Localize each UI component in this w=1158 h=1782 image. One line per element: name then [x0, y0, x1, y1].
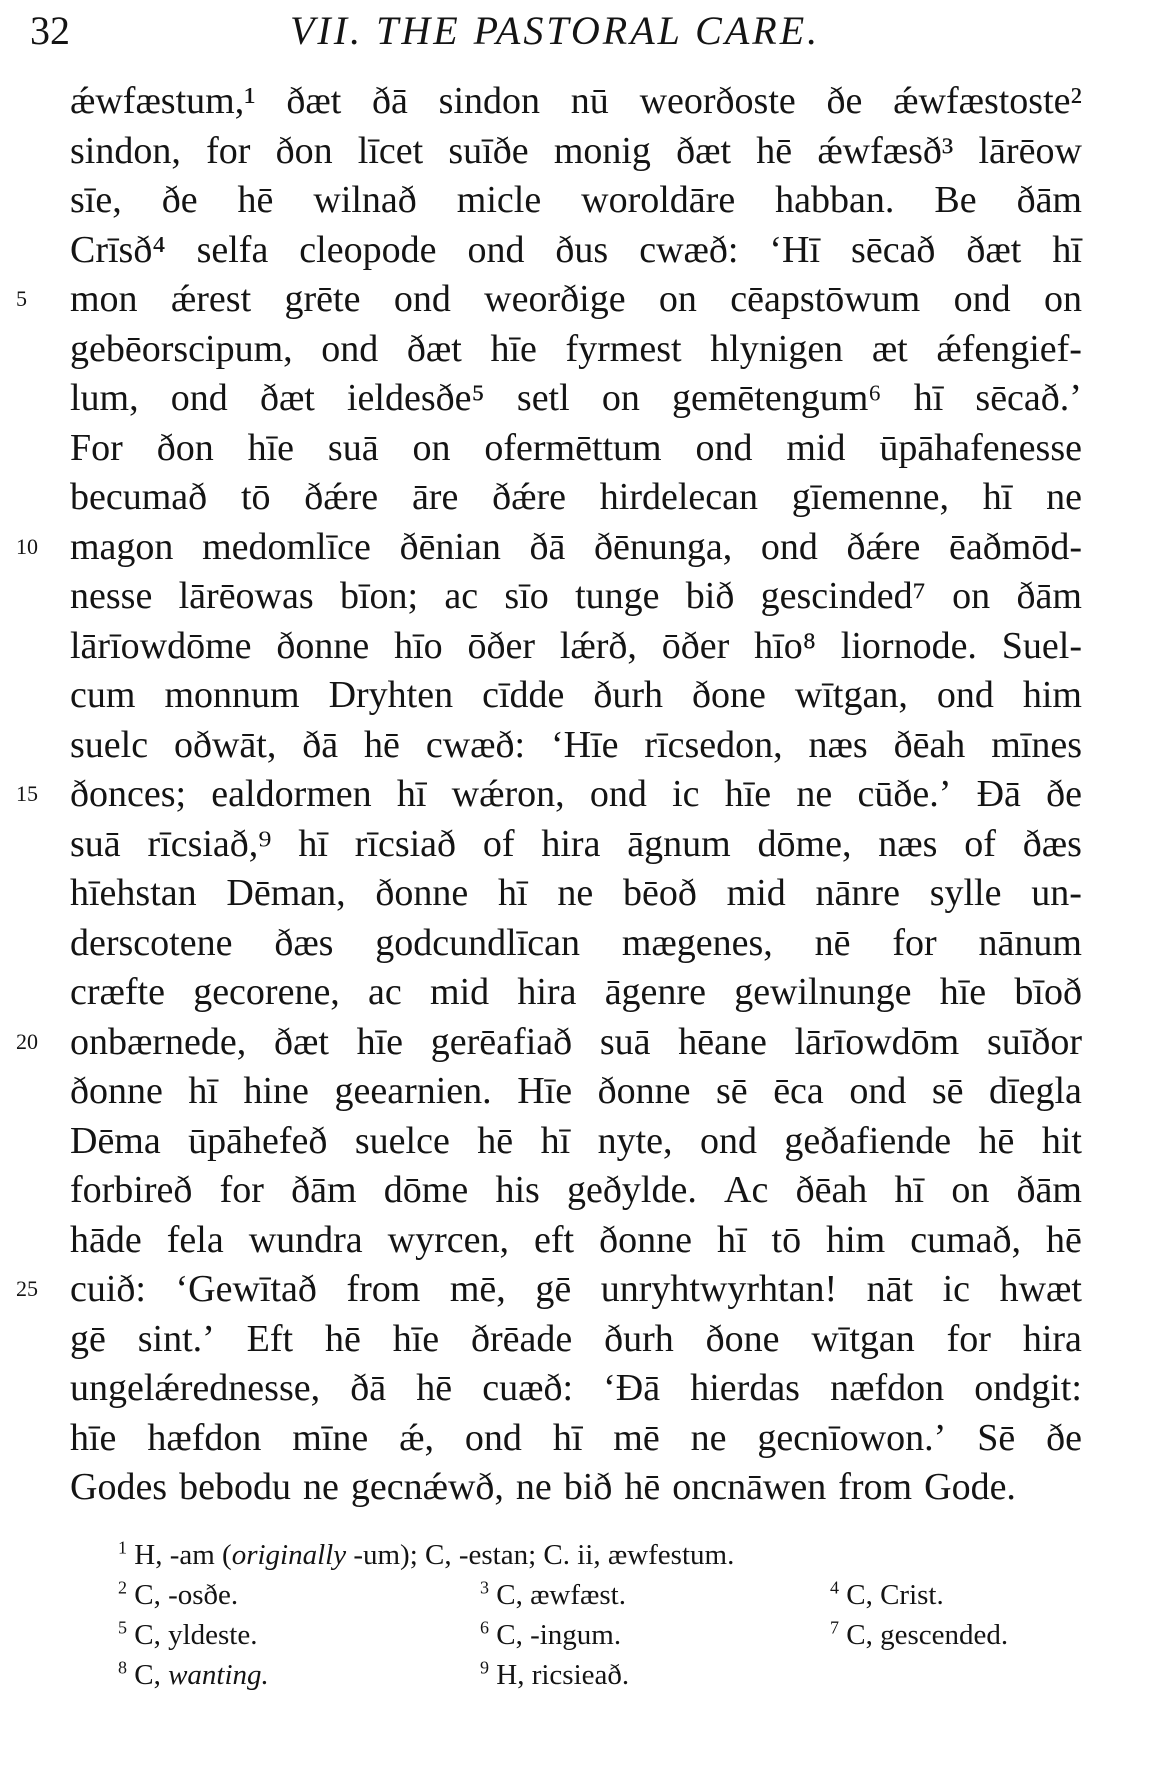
line-text: hāde fela wundra wyrcen, eft ðonne hī tō him cumað, hē — [70, 1219, 1082, 1261]
text-line — [0, 1215, 1158, 1265]
line-number: 10 — [16, 534, 38, 559]
footnote-6: $^6$ C, -ingum. — [480, 1617, 622, 1651]
footnote-8: $^8$ C, wanting. — [118, 1657, 269, 1691]
text-line — [0, 1116, 1158, 1166]
text-line — [0, 967, 1158, 1017]
line-text: ðonne hī hine geearnien. Hīe ðonne sē ēca ond sē dīegla — [70, 1070, 1082, 1112]
text-line — [0, 1066, 1158, 1116]
text-line — [0, 571, 1158, 621]
line-text: onbærnede, ðæt hīe gerēafiað suā hēane lārīowdōm suīðor — [70, 1021, 1082, 1063]
text-line — [0, 373, 1158, 423]
text-line — [0, 1413, 1158, 1463]
text-line — [0, 769, 1158, 819]
text-line — [0, 522, 1158, 572]
line-text: forbireð for ðām dōme his geðylde. Ac ðēah hī on ðām — [70, 1169, 1082, 1211]
line-text: suā rīcsiað,⁹ hī rīcsiað of hira āgnum dōme, næs of ðæs — [70, 823, 1082, 865]
text-line — [0, 1314, 1158, 1364]
text-line — [0, 423, 1158, 473]
footnote-7: $^7$ C, gescended. — [830, 1617, 1009, 1651]
line-text: becumað tō ðǽre āre ðǽre hirdelecan gīemenne, hī ne — [70, 476, 1082, 518]
text-line — [0, 76, 1158, 126]
line-text: derscotene ðæs godcundlīcan mægenes, nē for nānum — [70, 922, 1082, 964]
line-text: sindon, for ðon līcet suīðe monig ðæt hē ǽwfæsð³ lārēow — [70, 130, 1082, 172]
text-line — [0, 819, 1158, 869]
text-line — [0, 126, 1158, 176]
footnote-9: $^9$ H, ricsieað. — [480, 1657, 630, 1691]
line-text: cræfte gecorene, ac mid hira āgenre gewilnunge hīe bīoð — [70, 971, 1082, 1013]
line-text: nesse lārēowas bīon; ac sīo tunge bið gescinded⁷ on ðām — [70, 575, 1082, 617]
line-text: gē sint.’ Eft hē hīe ðrēade ðurh ðone wītgan for hira — [70, 1318, 1082, 1360]
footnote-5: $^5$ C, yldeste. — [118, 1617, 258, 1651]
text-line — [0, 621, 1158, 671]
text-line — [0, 1165, 1158, 1215]
line-text: sīe, ðe hē wilnað micle woroldāre habban. Be ðām — [70, 179, 1082, 221]
line-text: For ðon hīe suā on ofermēttum ond mid ūpāhafenesse — [70, 427, 1082, 469]
line-text: hīe hæfdon mīne ǽ, ond hī mē ne gecnīowon.’ Sē ðe — [70, 1417, 1082, 1459]
line-text: hīehstan Dēman, ðonne hī ne bēoð mid nānre sylle un- — [70, 872, 1082, 914]
text-line — [0, 274, 1158, 324]
text-line — [0, 720, 1158, 770]
footnote-1: $^1$ H, -am (originally -um); C, -estan; C. ii, æwfestum. — [118, 1537, 735, 1571]
footnote-4: $^4$ C, Crist. — [830, 1577, 944, 1611]
line-number: 25 — [16, 1276, 38, 1301]
line-text: magon medomlīce ðēnian ðā ðēnunga, ond ðǽre ēaðmōd- — [70, 526, 1082, 568]
line-text: cuið: ‘Gewītað from mē, gē unryhtwyrhtan! nāt ic hwæt — [70, 1268, 1082, 1310]
text-line — [0, 175, 1158, 225]
text-line — [0, 472, 1158, 522]
line-text: Crīsð⁴ selfa cleopode ond ðus cwæð: ‘Hī sēcað ðæt hī — [70, 229, 1082, 271]
footnote-3: $^3$ C, æwfæst. — [480, 1577, 626, 1611]
line-number: 15 — [16, 781, 38, 806]
line-number: 5 — [16, 286, 27, 311]
line-text: ǽwfæstum,¹ ðæt ðā sindon nū weorðoste ðe ǽwfæstoste² — [70, 80, 1082, 122]
text-line — [0, 1017, 1158, 1067]
line-text: suelc oðwāt, ðā hē cwæð: ‘Hīe rīcsedon, næs ðēah mīnes — [70, 724, 1082, 766]
text-line — [0, 670, 1158, 720]
line-text: lārīowdōme ðonne hīo ōðer lǽrð, ōðer hīo⁸ liornode. Suel- — [70, 625, 1082, 667]
page-header — [30, 6, 910, 56]
line-text: cum monnum Dryhten cīdde ðurh ðone wītgan, ond him — [70, 674, 1082, 716]
text-line — [0, 1363, 1158, 1413]
running-title: VII. THE PASTORAL CARE. — [290, 8, 821, 53]
footnote-2: $^2$ C, -osðe. — [118, 1577, 239, 1611]
line-text: lum, ond ðæt ieldesðe⁵ setl on gemētengum⁶ hī sēcað.’ — [70, 377, 1082, 419]
line-text: Dēma ūpāhefeð suelce hē hī nyte, ond geðafiende hē hit — [70, 1120, 1082, 1162]
line-text: ungelǽrednesse, ðā hē cuæð: ‘Đā hierdas næfdon ondgit: — [70, 1367, 1082, 1409]
line-text: gebēorscipum, ond ðæt hīe fyrmest hlynigen æt ǽfengief- — [70, 328, 1082, 370]
page-number: 32 — [30, 8, 70, 53]
line-text: mon ǽrest grēte ond weorðige on cēapstōwum ond on — [70, 278, 1082, 320]
text-line — [0, 918, 1158, 968]
line-text: ðonces; ealdormen hī wǽron, ond ic hīe ne cūðe.’ Đā ðe — [70, 773, 1082, 815]
line-number: 20 — [16, 1029, 38, 1054]
text-line — [0, 324, 1158, 374]
text-line — [0, 1264, 1158, 1314]
text-line — [0, 225, 1158, 275]
text-line — [0, 1462, 1158, 1512]
line-text: Godes bebodu ne gecnǽwð, ne bið hē oncnāwen from Gode. — [70, 1466, 1016, 1508]
text-line — [0, 868, 1158, 918]
